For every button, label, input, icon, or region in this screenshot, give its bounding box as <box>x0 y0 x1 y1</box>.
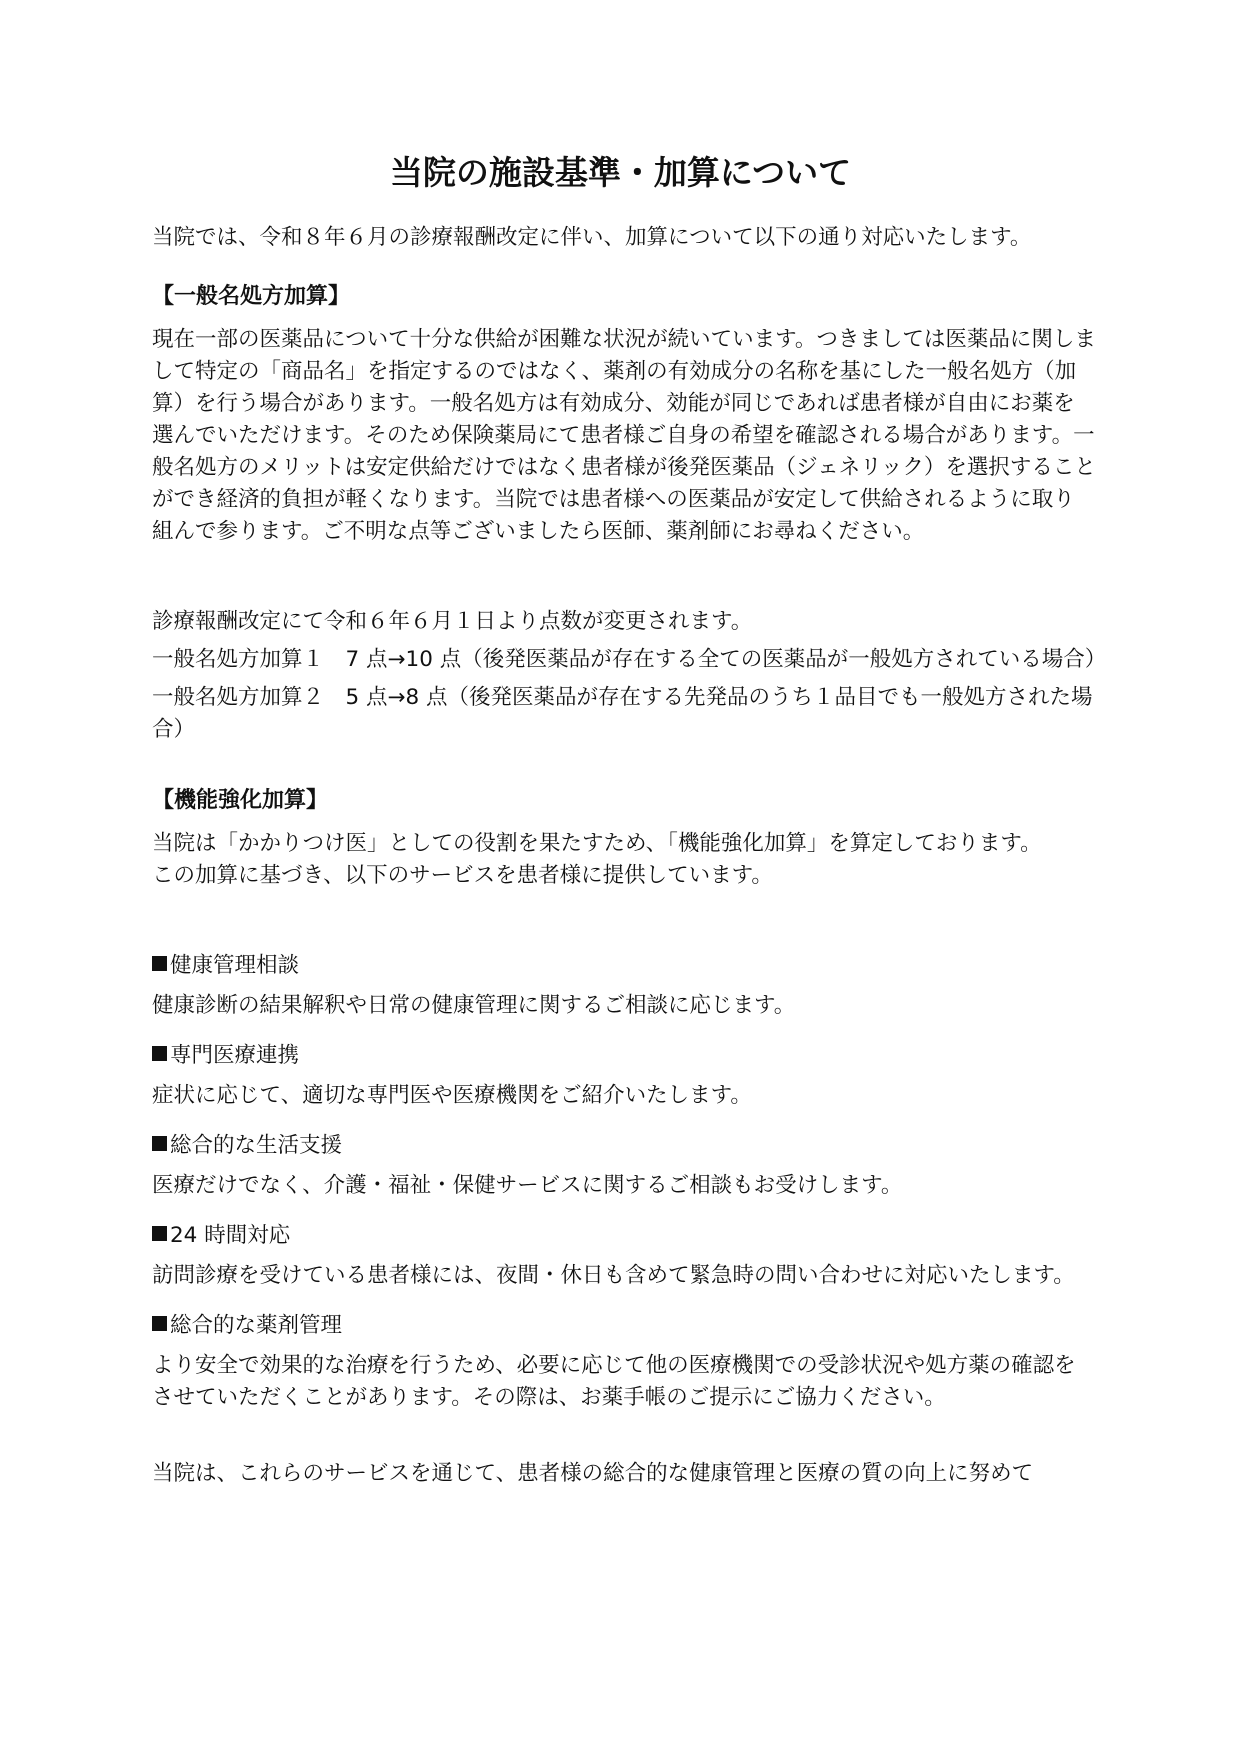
document-body <box>152 222 1107 1490</box>
service-title-text: 健康管理相談 <box>170 953 300 978</box>
service-text: より安全で効果的な治療を行うため、必要に応じて他の医療機関での受診状況や処方薬の確認をさせていただくことがあります。その際は、お薬手帳のご提示にご協力ください。 <box>152 1353 1076 1410</box>
service-title <box>152 950 1096 982</box>
general-body-text: 現在一部の医薬品について十分な供給が困難な状況が続いています。つきましては医薬品に関しまして特定の「商品名」を指定するのではなく、薬剤の有効成分の名称を基にした一般名処方（加算）を行う場合があります。一般名処方は有効成分、効能が同じであれば患者様が自由にお薬を選んでいただけます。そのため保険薬局にて患者様ご自身の希望を確認される場合があります。一般名処方のメリットは安定供給だけではなく患者様が後発医薬品（ジェネリック）を選択することができ経済的負担が軽くなります。当院では患者様への医薬品が安定して供給されるように取り組んで参ります。ご不明な点等ございましたら医師、薬剤師にお尋ねください。 <box>152 327 1096 544</box>
service-title <box>152 1220 1096 1252</box>
service-title-text: 専門医療連携 <box>170 1043 300 1068</box>
service-title-text: 総合的な生活支援 <box>170 1133 343 1158</box>
function-enhancement-section <box>152 784 1096 1490</box>
service-item <box>152 1130 1096 1202</box>
black-square-icon <box>152 1136 167 1151</box>
black-square-icon <box>152 1316 167 1331</box>
general-name-prescription-section <box>152 280 1107 746</box>
page-title: 当院の施設基準・加算について <box>389 153 852 192</box>
service-text: 医療だけでなく、介護・福祉・保健サービスに関するご相談もお受けします。 <box>152 1173 903 1198</box>
black-square-icon <box>152 1046 167 1061</box>
service-text: 健康診断の結果解釈や日常の健康管理に関するご相談に応じます。 <box>152 993 796 1018</box>
service-title <box>152 1310 1096 1342</box>
service-item <box>152 1040 1096 1112</box>
service-item <box>152 950 1096 1022</box>
intro-text: 当院では、令和８年６月の診療報酬改定に伴い、加算について以下の通り対応いたします。 <box>152 225 1032 250</box>
service-item <box>152 1220 1096 1292</box>
service-text: 症状に応じて、適切な専門医や医療機関をご紹介いたします。 <box>152 1083 752 1108</box>
service-text: 訪問診療を受けている患者様には、夜間・休日も含めて緊急時の問い合わせに対応いたします。 <box>152 1263 1075 1288</box>
service-title-text: 24 時間対応 <box>170 1223 291 1248</box>
general-addition-2-text: 一般名処方加算２ 5 点→8 点（後発医薬品が存在する先発品のうち１品目でも一般処方された場合） <box>152 685 1093 742</box>
closing-text: 当院は、これらのサービスを通じて、患者様の総合的な健康管理と医療の質の向上に努めて <box>152 1461 1034 1486</box>
service-title-text: 総合的な薬剤管理 <box>170 1313 343 1338</box>
general-addition-1-text: 一般名処方加算１ 7 点→10 点（後発医薬品が存在する全ての医薬品が一般処方されている場合） <box>152 647 1107 672</box>
service-title <box>152 1130 1096 1162</box>
service-list <box>152 950 1096 1414</box>
black-square-icon <box>152 1226 167 1241</box>
service-title <box>152 1040 1096 1072</box>
change-notice-text: 診療報酬改定にて令和６年６月１日より点数が変更されます。 <box>152 609 753 634</box>
section-heading-function: 【機能強化加算】 <box>152 788 329 813</box>
function-body-text-2: この加算に基づき、以下のサービスを患者様に提供しています。 <box>152 863 773 888</box>
service-item <box>152 1310 1096 1414</box>
function-body-text-1: 当院は「かかりつけ医」としての役割を果たすため、「機能強化加算」を算定しております。 <box>152 831 1042 856</box>
section-heading-general: 【一般名処方加算】 <box>152 284 351 309</box>
black-square-icon <box>152 956 167 971</box>
